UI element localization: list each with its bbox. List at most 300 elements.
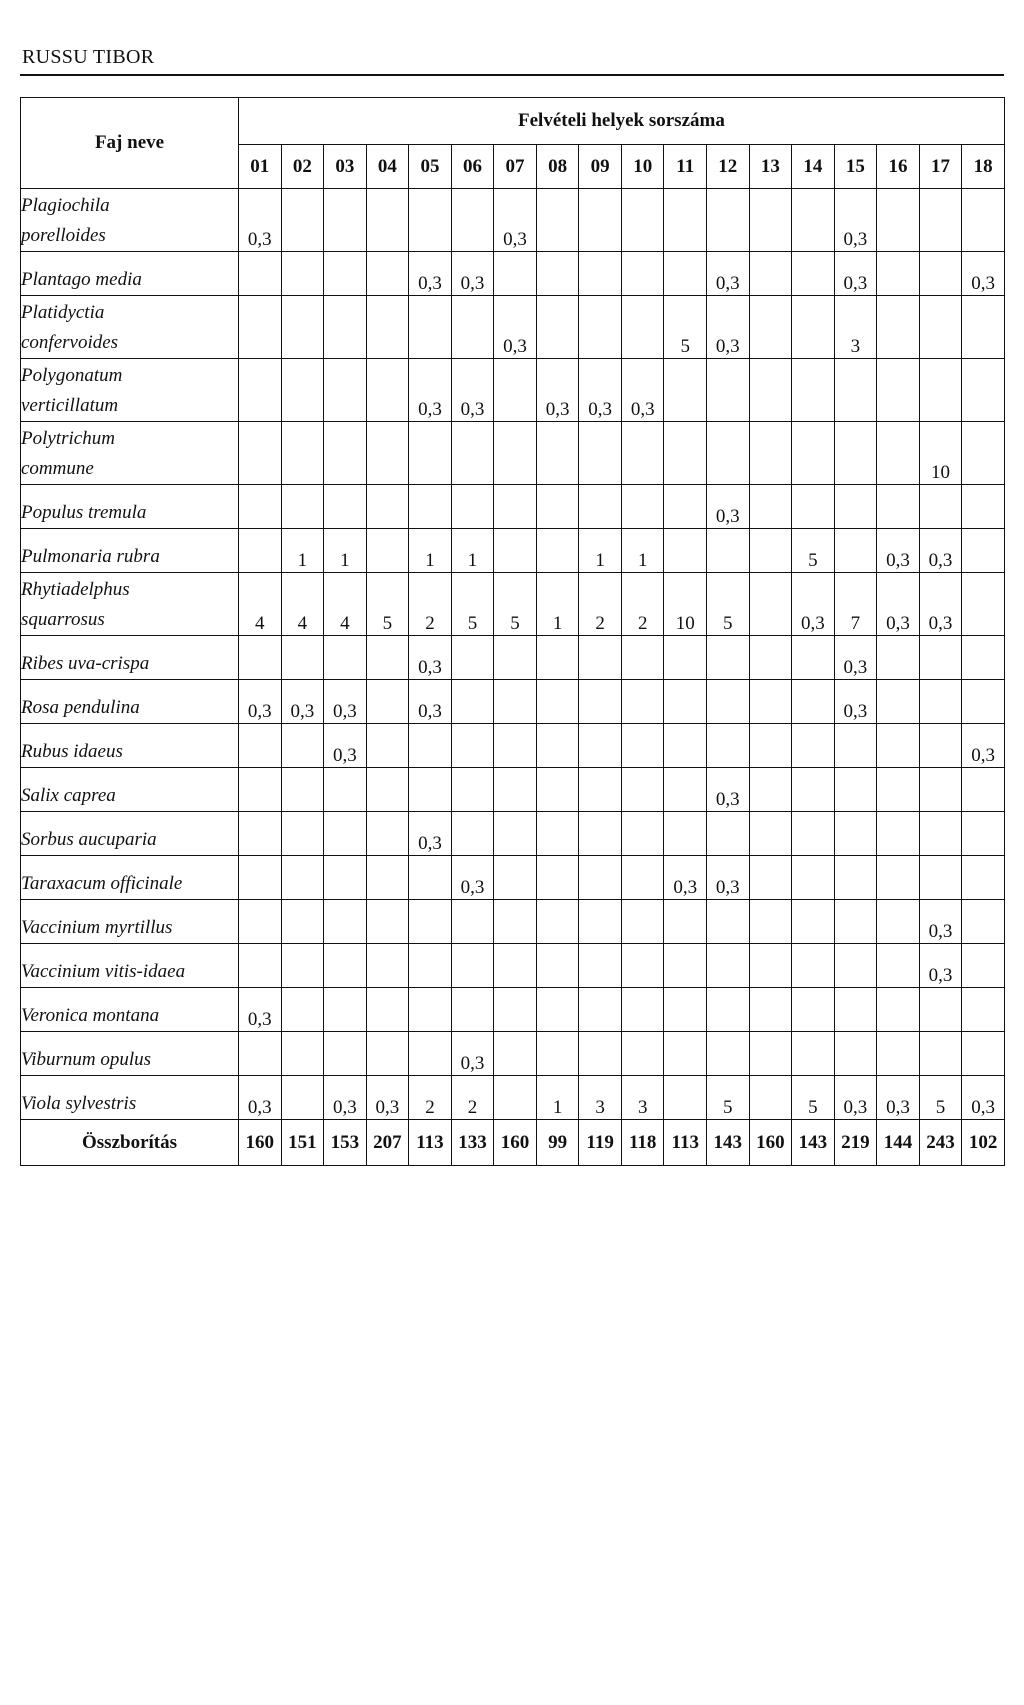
cover-value-cell: [962, 768, 1005, 812]
cover-value-cell: 0,3: [324, 680, 367, 724]
cover-value-cell: [536, 1032, 579, 1076]
cover-value-cell: [579, 680, 622, 724]
cover-value-cell: [749, 856, 792, 900]
cover-value-cell: 0,3: [409, 252, 452, 296]
cover-value-cell: 0,3: [707, 252, 750, 296]
total-cover-value: 118: [621, 1120, 664, 1166]
species-name-cell: [21, 680, 239, 724]
cover-value-cell: [834, 724, 877, 768]
cover-value-cell: [962, 485, 1005, 529]
total-cover-value: 119: [579, 1120, 622, 1166]
cover-value-cell: [579, 988, 622, 1032]
site-column-header: 12: [707, 145, 750, 189]
site-column-header: 11: [664, 145, 707, 189]
cover-value-cell: [536, 768, 579, 812]
cover-value-cell: [409, 485, 452, 529]
species-name-line: Ribes uva-crispa: [21, 653, 150, 674]
cover-value-cell: [409, 944, 452, 988]
cover-value-cell: [281, 189, 324, 252]
cover-value-cell: 0,3: [451, 359, 494, 422]
site-column-header: 04: [366, 145, 409, 189]
cover-value-cell: [919, 189, 962, 252]
total-cover-value: 143: [707, 1120, 750, 1166]
cover-value-cell: [919, 252, 962, 296]
cover-value-cell: [366, 485, 409, 529]
site-column-header: 10: [621, 145, 664, 189]
cover-value-cell: [239, 944, 282, 988]
cover-value-cell: 5: [792, 529, 835, 573]
cover-value-cell: [621, 422, 664, 485]
species-name-cell: [21, 422, 239, 485]
cover-value-cell: [409, 768, 452, 812]
cover-value-cell: [281, 252, 324, 296]
cover-value-cell: 0,3: [409, 636, 452, 680]
cover-value-cell: [664, 812, 707, 856]
cover-value-cell: [579, 856, 622, 900]
cover-value-cell: [281, 812, 324, 856]
cover-value-cell: 0,3: [834, 189, 877, 252]
cover-value-cell: [239, 485, 282, 529]
total-cover-label: Összborítás: [21, 1120, 239, 1166]
cover-value-cell: 0,3: [962, 724, 1005, 768]
cover-value-cell: [536, 636, 579, 680]
species-name-line: Pulmonaria rubra: [21, 546, 160, 567]
cover-value-cell: [239, 422, 282, 485]
cover-value-cell: [834, 812, 877, 856]
cover-value-cell: [792, 768, 835, 812]
sample-sites-header: Felvételi helyek sorszáma: [239, 98, 1005, 145]
cover-value-cell: [324, 189, 367, 252]
cover-value-cell: 0,3: [919, 529, 962, 573]
species-name-line: Polygonatum: [21, 365, 123, 386]
cover-value-cell: 0,3: [579, 359, 622, 422]
cover-value-cell: [877, 189, 920, 252]
cover-value-cell: [621, 856, 664, 900]
total-cover-row: [21, 1120, 1005, 1166]
cover-value-cell: [707, 900, 750, 944]
cover-value-cell: 10: [664, 573, 707, 636]
cover-value-cell: [494, 724, 537, 768]
species-row: [21, 296, 1005, 359]
cover-value-cell: [919, 296, 962, 359]
cover-value-cell: [834, 900, 877, 944]
species-row: [21, 573, 1005, 636]
cover-value-cell: [451, 812, 494, 856]
cover-value-cell: 0,3: [239, 1076, 282, 1120]
species-name-line: Rhytiadelphus: [21, 579, 130, 600]
cover-value-cell: [281, 636, 324, 680]
cover-value-cell: [707, 529, 750, 573]
species-row: [21, 1076, 1005, 1120]
cover-value-cell: [494, 900, 537, 944]
cover-value-cell: [494, 636, 537, 680]
cover-value-cell: [239, 900, 282, 944]
species-row: [21, 900, 1005, 944]
cover-value-cell: [919, 636, 962, 680]
cover-value-cell: [324, 900, 367, 944]
cover-value-cell: [749, 944, 792, 988]
cover-value-cell: [749, 768, 792, 812]
cover-value-cell: [451, 988, 494, 1032]
cover-value-cell: [962, 422, 1005, 485]
cover-value-cell: [239, 812, 282, 856]
species-name-cell: [21, 189, 239, 252]
cover-value-cell: 0,3: [664, 856, 707, 900]
species-name-cell: [21, 768, 239, 812]
total-cover-value: 113: [409, 1120, 452, 1166]
cover-value-cell: 0,3: [409, 812, 452, 856]
cover-value-cell: [324, 1032, 367, 1076]
total-cover-value: 153: [324, 1120, 367, 1166]
site-column-header: 09: [579, 145, 622, 189]
cover-value-cell: 0,3: [536, 359, 579, 422]
cover-value-cell: [707, 812, 750, 856]
cover-value-cell: [919, 359, 962, 422]
species-name-cell: [21, 944, 239, 988]
species-name-line: Rubus idaeus: [21, 741, 123, 762]
cover-value-cell: 0,3: [962, 1076, 1005, 1120]
cover-value-cell: [664, 900, 707, 944]
site-column-header: 18: [962, 145, 1005, 189]
cover-value-cell: [919, 768, 962, 812]
cover-value-cell: [877, 768, 920, 812]
cover-value-cell: [324, 812, 367, 856]
cover-value-cell: 0,3: [409, 680, 452, 724]
cover-value-cell: [919, 485, 962, 529]
cover-value-cell: 0,3: [239, 680, 282, 724]
cover-value-cell: [792, 485, 835, 529]
cover-value-cell: 4: [281, 573, 324, 636]
cover-value-cell: [621, 724, 664, 768]
cover-value-cell: [834, 359, 877, 422]
cover-value-cell: [366, 359, 409, 422]
cover-value-cell: [409, 1032, 452, 1076]
cover-value-cell: [877, 1032, 920, 1076]
cover-value-cell: [451, 724, 494, 768]
species-name-line: Platidyctia: [21, 302, 105, 323]
species-row: [21, 485, 1005, 529]
cover-value-cell: [324, 485, 367, 529]
cover-value-cell: [451, 485, 494, 529]
cover-value-cell: [536, 812, 579, 856]
cover-value-cell: [536, 724, 579, 768]
cover-value-cell: [749, 1032, 792, 1076]
cover-value-cell: 0,3: [494, 189, 537, 252]
cover-value-cell: [621, 944, 664, 988]
cover-value-cell: [792, 296, 835, 359]
species-name-cell: [21, 636, 239, 680]
site-column-header: 07: [494, 145, 537, 189]
cover-value-cell: [366, 252, 409, 296]
species-row: [21, 988, 1005, 1032]
species-row: [21, 252, 1005, 296]
cover-value-cell: 2: [409, 573, 452, 636]
species-row: [21, 856, 1005, 900]
cover-value-cell: [621, 680, 664, 724]
cover-value-cell: [366, 680, 409, 724]
cover-value-cell: [962, 529, 1005, 573]
cover-value-cell: 2: [579, 573, 622, 636]
cover-value-cell: [366, 296, 409, 359]
cover-value-cell: [579, 422, 622, 485]
cover-value-cell: [749, 359, 792, 422]
species-name-line: Populus tremula: [21, 502, 147, 523]
cover-value-cell: [281, 359, 324, 422]
cover-value-cell: [324, 636, 367, 680]
cover-value-cell: [579, 252, 622, 296]
cover-value-cell: 1: [536, 1076, 579, 1120]
cover-value-cell: 5: [366, 573, 409, 636]
cover-value-cell: [281, 944, 324, 988]
cover-value-cell: [451, 422, 494, 485]
cover-value-cell: 4: [324, 573, 367, 636]
cover-value-cell: [621, 296, 664, 359]
species-name-cell: [21, 573, 239, 636]
total-cover-value: 160: [749, 1120, 792, 1166]
cover-value-cell: [792, 812, 835, 856]
species-name-line: commune: [21, 458, 94, 479]
cover-value-cell: [749, 724, 792, 768]
total-cover-value: 113: [664, 1120, 707, 1166]
cover-value-cell: [579, 944, 622, 988]
cover-value-cell: [536, 680, 579, 724]
species-name-line: Polytrichum: [21, 428, 115, 449]
cover-value-cell: [792, 422, 835, 485]
cover-value-cell: 1: [451, 529, 494, 573]
cover-value-cell: 3: [621, 1076, 664, 1120]
cover-value-cell: [962, 636, 1005, 680]
cover-value-cell: [494, 529, 537, 573]
cover-value-cell: 0,3: [834, 680, 877, 724]
cover-value-cell: [366, 768, 409, 812]
species-name-cell: [21, 296, 239, 359]
cover-value-cell: [621, 812, 664, 856]
cover-value-cell: [707, 988, 750, 1032]
total-cover-value: 151: [281, 1120, 324, 1166]
cover-value-cell: 0,3: [324, 724, 367, 768]
cover-value-cell: [239, 1032, 282, 1076]
cover-value-cell: [877, 724, 920, 768]
cover-value-cell: [366, 812, 409, 856]
cover-value-cell: [281, 856, 324, 900]
species-row: [21, 422, 1005, 485]
cover-value-cell: [281, 422, 324, 485]
species-name-line: verticillatum: [21, 395, 119, 416]
cover-value-cell: [451, 680, 494, 724]
cover-value-cell: [919, 1032, 962, 1076]
cover-value-cell: [451, 189, 494, 252]
cover-value-cell: 0,3: [707, 485, 750, 529]
species-row: [21, 768, 1005, 812]
cover-value-cell: [707, 680, 750, 724]
cover-value-cell: [749, 485, 792, 529]
cover-value-cell: [962, 812, 1005, 856]
cover-value-cell: 0,3: [919, 573, 962, 636]
cover-value-cell: 0,3: [877, 529, 920, 573]
cover-value-cell: [962, 573, 1005, 636]
cover-value-cell: [536, 529, 579, 573]
species-name-line: squarrosus: [21, 609, 105, 630]
cover-value-cell: [707, 422, 750, 485]
species-row: [21, 359, 1005, 422]
cover-value-cell: 3: [834, 296, 877, 359]
cover-value-cell: 0,3: [834, 252, 877, 296]
cover-value-cell: [494, 944, 537, 988]
cover-value-cell: 0,3: [877, 573, 920, 636]
site-column-header: 01: [239, 145, 282, 189]
cover-value-cell: [536, 988, 579, 1032]
cover-value-cell: [451, 296, 494, 359]
cover-value-cell: 5: [919, 1076, 962, 1120]
cover-value-cell: [409, 422, 452, 485]
cover-value-cell: 0,3: [324, 1076, 367, 1120]
cover-value-cell: [664, 529, 707, 573]
cover-value-cell: [707, 636, 750, 680]
cover-value-cell: 0,3: [451, 856, 494, 900]
cover-value-cell: [281, 988, 324, 1032]
cover-value-cell: [366, 988, 409, 1032]
total-cover-value: 160: [239, 1120, 282, 1166]
species-name-line: confervoides: [21, 332, 119, 353]
species-row: [21, 680, 1005, 724]
cover-value-cell: [664, 944, 707, 988]
cover-value-cell: [834, 485, 877, 529]
cover-value-cell: 0,3: [239, 988, 282, 1032]
cover-value-cell: [877, 485, 920, 529]
cover-value-cell: [239, 768, 282, 812]
cover-value-cell: [621, 189, 664, 252]
cover-value-cell: [494, 768, 537, 812]
cover-value-cell: [324, 296, 367, 359]
site-column-header: 08: [536, 145, 579, 189]
species-name-cell: [21, 856, 239, 900]
cover-value-cell: [962, 680, 1005, 724]
cover-value-cell: [239, 529, 282, 573]
cover-value-cell: [664, 636, 707, 680]
cover-value-cell: 5: [707, 1076, 750, 1120]
cover-value-cell: [409, 189, 452, 252]
cover-value-cell: [281, 724, 324, 768]
cover-value-cell: [366, 900, 409, 944]
cover-value-cell: [281, 768, 324, 812]
cover-value-cell: [877, 422, 920, 485]
cover-value-cell: 0,3: [792, 573, 835, 636]
cover-value-cell: [366, 944, 409, 988]
species-name-line: Plantago media: [21, 269, 142, 290]
cover-value-cell: [834, 529, 877, 573]
cover-value-cell: [281, 485, 324, 529]
cover-value-cell: [494, 680, 537, 724]
cover-value-cell: [536, 296, 579, 359]
cover-value-cell: [792, 252, 835, 296]
cover-value-cell: [324, 359, 367, 422]
cover-value-cell: [962, 1032, 1005, 1076]
cover-value-cell: [749, 252, 792, 296]
cover-value-cell: [664, 1076, 707, 1120]
cover-value-cell: [962, 900, 1005, 944]
species-row: [21, 812, 1005, 856]
site-column-header: 13: [749, 145, 792, 189]
total-cover-value: 133: [451, 1120, 494, 1166]
cover-value-cell: [877, 296, 920, 359]
cover-value-cell: [579, 724, 622, 768]
species-rows: [21, 189, 1005, 1166]
cover-value-cell: [749, 573, 792, 636]
cover-value-cell: [919, 988, 962, 1032]
cover-value-cell: [621, 768, 664, 812]
running-head: RUSSU TIBOR: [22, 46, 155, 68]
cover-value-cell: 0,3: [707, 856, 750, 900]
cover-value-cell: [494, 856, 537, 900]
cover-value-cell: 3: [579, 1076, 622, 1120]
cover-value-cell: 0,3: [239, 189, 282, 252]
cover-value-cell: [877, 252, 920, 296]
site-column-header: 03: [324, 145, 367, 189]
cover-value-cell: [366, 856, 409, 900]
cover-value-cell: [664, 422, 707, 485]
cover-value-cell: [749, 296, 792, 359]
cover-value-cell: [834, 988, 877, 1032]
species-name-line: Rosa pendulina: [21, 697, 140, 718]
species-name-line: Plagiochila: [21, 195, 110, 216]
cover-value-cell: 7: [834, 573, 877, 636]
cover-value-cell: [409, 988, 452, 1032]
cover-value-cell: [877, 812, 920, 856]
cover-value-cell: [749, 636, 792, 680]
cover-value-cell: 2: [409, 1076, 452, 1120]
cover-value-cell: 5: [451, 573, 494, 636]
cover-value-cell: [239, 252, 282, 296]
cover-value-cell: [324, 252, 367, 296]
species-name-cell: [21, 1032, 239, 1076]
species-row: [21, 724, 1005, 768]
cover-value-cell: [621, 900, 664, 944]
cover-value-cell: [749, 1076, 792, 1120]
cover-value-cell: [919, 724, 962, 768]
cover-value-cell: [962, 189, 1005, 252]
cover-value-cell: [962, 988, 1005, 1032]
species-name-cell: [21, 1076, 239, 1120]
cover-value-cell: [792, 636, 835, 680]
cover-value-cell: 5: [664, 296, 707, 359]
species-name-line: Viburnum opulus: [21, 1049, 152, 1070]
species-row: [21, 636, 1005, 680]
cover-value-cell: [792, 680, 835, 724]
cover-value-cell: [494, 988, 537, 1032]
cover-value-cell: [239, 724, 282, 768]
cover-value-cell: [749, 812, 792, 856]
species-name-cell: [21, 359, 239, 422]
cover-value-cell: [749, 680, 792, 724]
cover-value-cell: [707, 724, 750, 768]
cover-value-cell: [877, 636, 920, 680]
cover-value-cell: [664, 485, 707, 529]
cover-value-cell: [281, 1032, 324, 1076]
cover-value-cell: [877, 944, 920, 988]
cover-value-cell: 0,3: [919, 900, 962, 944]
species-row: [21, 189, 1005, 252]
cover-value-cell: [409, 724, 452, 768]
cover-value-cell: [366, 422, 409, 485]
species-name-line: porelloides: [21, 225, 106, 246]
cover-value-cell: [919, 856, 962, 900]
cover-value-cell: [409, 856, 452, 900]
species-name-cell: [21, 988, 239, 1032]
cover-value-cell: [792, 189, 835, 252]
total-cover-value: 102: [962, 1120, 1005, 1166]
cover-value-cell: [451, 900, 494, 944]
cover-value-cell: 0,3: [451, 252, 494, 296]
